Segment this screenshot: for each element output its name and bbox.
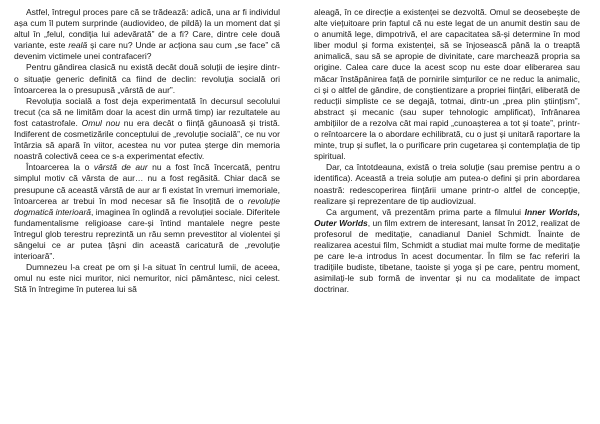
text-run: aleagă, în ce direcție a existenței se dezvoltă. Omul se deosebește de alte viețuitoare prin faptul că nu este legat de un anumit destin sau de o anumită lege, dimpotrivă, el are capacitatea să-și determine în mod liber modul și forma existenței, să se înjosească până la o treaptă animalică, sau să se apropie de divinitate, care marchează propria sa origine. Calea care duce la acest scop nu este doar eliberarea sau măcar înstăpânirea față de pornirile simțurilor ce ne reduc la animalic, ci și o altfel de gândire, de conștientizare a propriei ființări, eliberată de reducții simpliste ce se degajă, totmai, dintr-un „prea plin științism”, abstract și mecanic (sau super tehnologic amplificat), înfrânarea ambițiilor de a rezolva cât mai rapid „cunoașterea a tot și toate”, printr-o reîntoarcere la o abordare echilibrată, cu o just și unitară raportare la minte, trup și suflet, la o purificare prin cugetarea și contemplația de tip spiritual. [314,7,580,162]
emphasis-text: Inner Worlds, Outer Worlds [314,206,580,228]
paragraph [14,162,280,262]
emphasis-text: revoluție dogmatică interioară [14,195,280,217]
emphasis-text: Omul nou [81,117,120,128]
paragraph [14,96,280,163]
left-page-column [14,7,280,295]
text-run: Dar, ca întotdeauna, există o treia soluție (sau premise pentru a o identifica). Această a treia soluție am putea-o defini și prin abordarea noastră: redescoperirea ființării umane printr-o altfel de concepție, realizare și reprezentare de tip audiovizual. [314,162,580,206]
text-run: , imaginea în oglindă a revoluției sociale. Diferitele fundamentalisme religioase care-și întind mantalele negre peste întregul glob terestru reprezintă un rău semn prevestitor al violentei și sângelui ce ar putea țâșni din această caricatură de „revoluție interioară”. [14,206,281,262]
text-run: , un film extrem de interesant, lansat în 2012, realizat de profesorul de meditație, canadianul Daniel Schmidt. Înainte de realizarea acestui film, Schmidt a studiat mai multe forme de meditație pe care le-a introdus în acest documentar. În film se fac referiri la tradițiile budiste, tibetane, taoiste și yoga și pe care, pentru moment, asimilați-le sub formă de inventar și nu ca modalitate de impact doctrinar. [314,217,581,295]
text-run: nu era decât o ființă găunoasă și tristă. Indiferent de cosmetizările conceptului de „revoluție socială”, ce nu vor întârzia să apară în viitor, acestea nu vor putea șterge din memoria noastră colectivă ceea ce s-a experimentat efectiv. [14,117,280,162]
text-run: Pentru gândirea clasică nu există decât două soluții de ieșire dintr-o situație generic definită ca fiind de declin: revoluția socială ori întoarcerea la o presupusă „vârstă de aur”. [14,62,280,95]
paragraph [14,7,280,62]
text-run: Întoarcerea la o [26,162,94,173]
text-run: Ca argument, vă prezentăm prima parte a filmului [326,206,525,217]
text-run: și care nu? Unde ar acționa sau cum „se face” că devenim victimele unei contrafaceri? [14,40,280,62]
paragraph [14,62,280,95]
paragraph [314,162,580,206]
paragraph [314,207,580,296]
text-run: Astfel, întregul proces pare că se trădează: adică, una ar fi individul așa cum îl putem surprinde (audiovideo, de pildă) la un moment dat și altul în „felul, condiția lui adevărată” de a fi? Care, dintre cele două variante, este [14,7,280,51]
text-run: nu a fost încă încercată, pentru simplul motiv că vârsta de aur… nu a fost regăsită. Chiar dacă se presupune că această vârstă de aur ar fi existat în vremuri imemoriale, întoarcerea ar trebui în mod necesar să fie însoțită de o [14,162,280,206]
right-page-column [314,7,580,295]
text-run: Dumnezeu l-a creat pe om și l-a situat în centrul lumii, de aceea, omul nu este nici muritor, nici nemuritor, nici pământesc, nici celest. Stă în întregime în puterea lui să [14,262,280,295]
emphasis-text: reală [68,40,88,51]
text-run: Revoluția socială a fost deja experimentată în decursul secolului trecut (ca să ne limităm doar la acest din urmă timp) iar rezultatele au fost catastrofale. [14,95,280,128]
emphasis-text: vârstă de aur [93,162,148,173]
paragraph [14,262,280,295]
paragraph [314,7,580,162]
